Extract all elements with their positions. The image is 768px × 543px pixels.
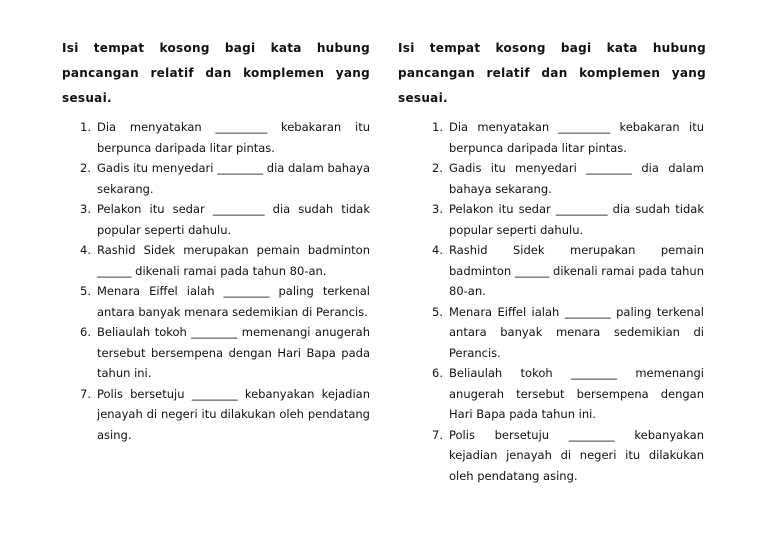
question-item (432, 425, 704, 487)
question-number: 5. (80, 284, 91, 298)
question-text: Beliaulah tokoh ________ memenangi anugerah tersebut bersempena dengan Hari Bapa pada tahun ini. (97, 325, 370, 380)
question-text: Dia menyatakan _________ kebakaran itu berpunca daripada litar pintas. (449, 120, 704, 155)
question-item (80, 322, 370, 384)
question-text: Menara Eiffel ialah ________ paling terkenal antara banyak menara sedemikian di Perancis. (449, 304, 704, 360)
question-number: 2. (80, 161, 91, 175)
question-number: 1. (80, 120, 91, 134)
question-text: Dia menyatakan _________ kebakaran itu berpunca daripada litar pintas. (97, 120, 370, 155)
question-text: Pelakon itu sedar _________ dia sudah tidak popular seperti dahulu. (449, 202, 704, 237)
worksheet-right (398, 36, 706, 483)
question-number: 3. (432, 202, 443, 216)
question-item (432, 199, 704, 240)
question-item (432, 117, 704, 158)
question-number: 3. (80, 202, 91, 216)
question-text: Gadis itu menyedari ________ dia dalam bahaya sekarang. (449, 161, 704, 196)
question-number: 1. (432, 120, 443, 134)
question-item (80, 117, 370, 158)
question-list (432, 117, 704, 486)
question-item (432, 240, 704, 302)
question-text: Polis bersetuju ________ kebanyakan kejadian jenayah di negeri itu dilakukan oleh pendatang asing. (449, 427, 704, 483)
question-text: Polis bersetuju ________ kebanyakan kejadian jenayah di negeri itu dilakukan oleh pendatang asing. (97, 386, 370, 442)
question-number: 6. (80, 325, 91, 339)
question-item (80, 281, 370, 322)
question-number: 2. (432, 161, 443, 175)
question-item (432, 363, 704, 425)
question-number: 7. (432, 427, 443, 442)
question-text: Rashid Sidek merupakan pemain badminton ______ dikenali ramai pada tahun 80-an. (449, 243, 704, 298)
question-text: Menara Eiffel ialah ________ paling terkenal antara banyak menara sedemikian di Perancis. (97, 284, 370, 319)
instruction-text: Isi tempat kosong bagi kata hubung pancangan relatif dan komplemen yang sesuai. (62, 41, 370, 105)
worksheet-left (62, 36, 370, 442)
question-number: 4. (432, 243, 443, 257)
question-item (80, 158, 370, 199)
question-item (80, 199, 370, 240)
question-number: 4. (80, 243, 91, 257)
question-text: Rashid Sidek merupakan pemain badminton ______ dikenali ramai pada tahun 80-an. (97, 243, 370, 278)
question-list (80, 117, 370, 445)
question-number: 7. (80, 386, 91, 401)
question-number: 5. (432, 304, 443, 319)
question-item (432, 302, 704, 364)
question-item (432, 158, 704, 199)
question-item (80, 240, 370, 281)
question-text: Pelakon itu sedar _________ dia sudah tidak popular seperti dahulu. (97, 202, 370, 237)
question-text: Gadis itu menyedari ________ dia dalam bahaya sekarang. (97, 161, 370, 196)
question-item (80, 384, 370, 446)
question-number: 6. (432, 366, 443, 380)
question-text: Beliaulah tokoh ________ memenangi anugerah tersebut bersempena dengan Hari Bapa pada tahun ini. (449, 366, 704, 421)
instruction-text: Isi tempat kosong bagi kata hubung pancangan relatif dan komplemen yang sesuai. (398, 41, 706, 105)
